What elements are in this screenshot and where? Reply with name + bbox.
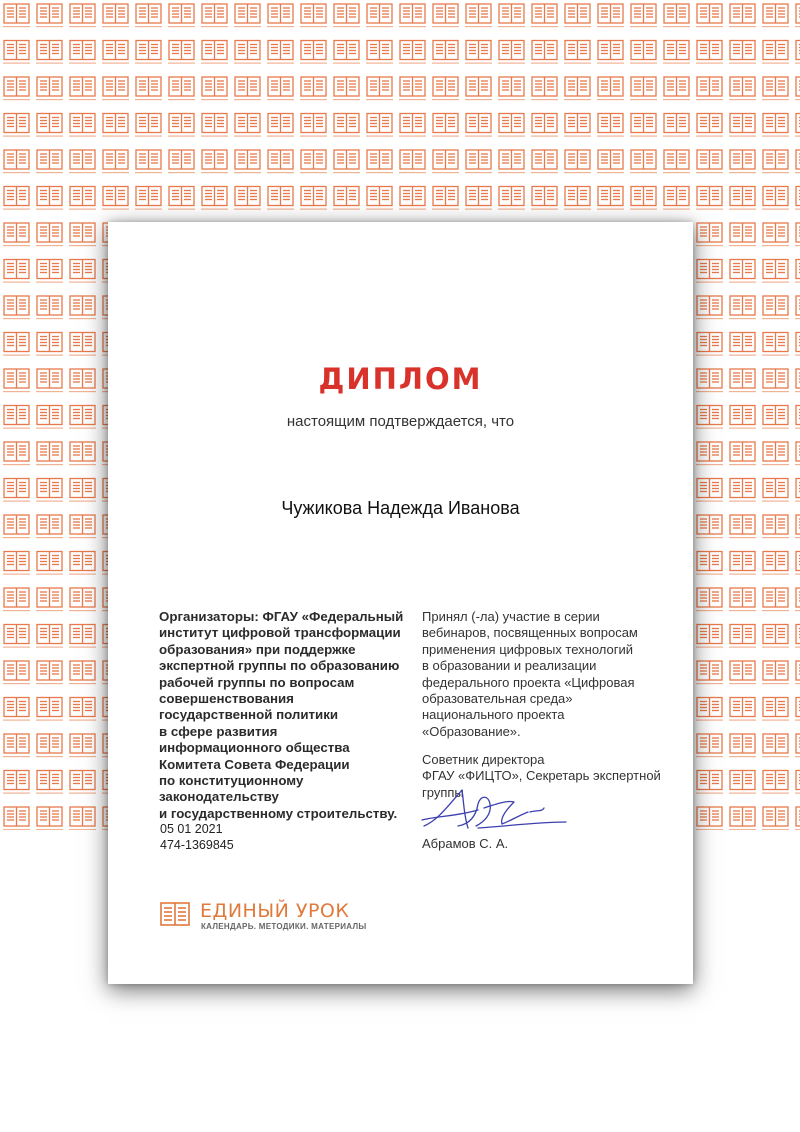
issue-date: 05 01 2021 (160, 822, 223, 836)
edinyi-urok-logo (160, 900, 390, 934)
organizers-text: Организаторы: ФГАУ «Федеральный институт цифровой трансформации образования» при поддержке экспертной группы по образованию рабочей группы по вопросам совершенствования государственной политики в сфере развития информационного общества Комитета Совета Федерации по конституционному законодательству и государственному строительству. (159, 609, 404, 821)
participation-text: Принял (-ла) участие в серии вебинаров, посвященных вопросам применения цифровых технологий в образовании и реализации федерального проекта «Цифровая образовательная среда» национального проекта «Образование». (422, 609, 638, 739)
diploma-subtitle: настоящим подтверждается, что (286, 413, 515, 430)
diploma-sheet (108, 222, 693, 984)
open-book-icon (160, 902, 190, 928)
signer-name: Абрамов С. А. (422, 836, 509, 851)
logo-name: ЕДИНЫЙ УРОК (200, 900, 350, 922)
logo-tagline: КАЛЕНДАРЬ. МЕТОДИКИ. МАТЕРИАЛЫ (201, 922, 367, 931)
diploma-code: 474-1369845 (160, 838, 234, 852)
diploma-title: ДИПЛОМ (318, 362, 483, 396)
signer-position: Советник директора ФГАУ «ФИЦТО», Секретарь экспертной группы (422, 752, 661, 800)
recipient-name: Чужикова Надежда Иванова (281, 498, 520, 518)
signature-image (418, 786, 568, 836)
